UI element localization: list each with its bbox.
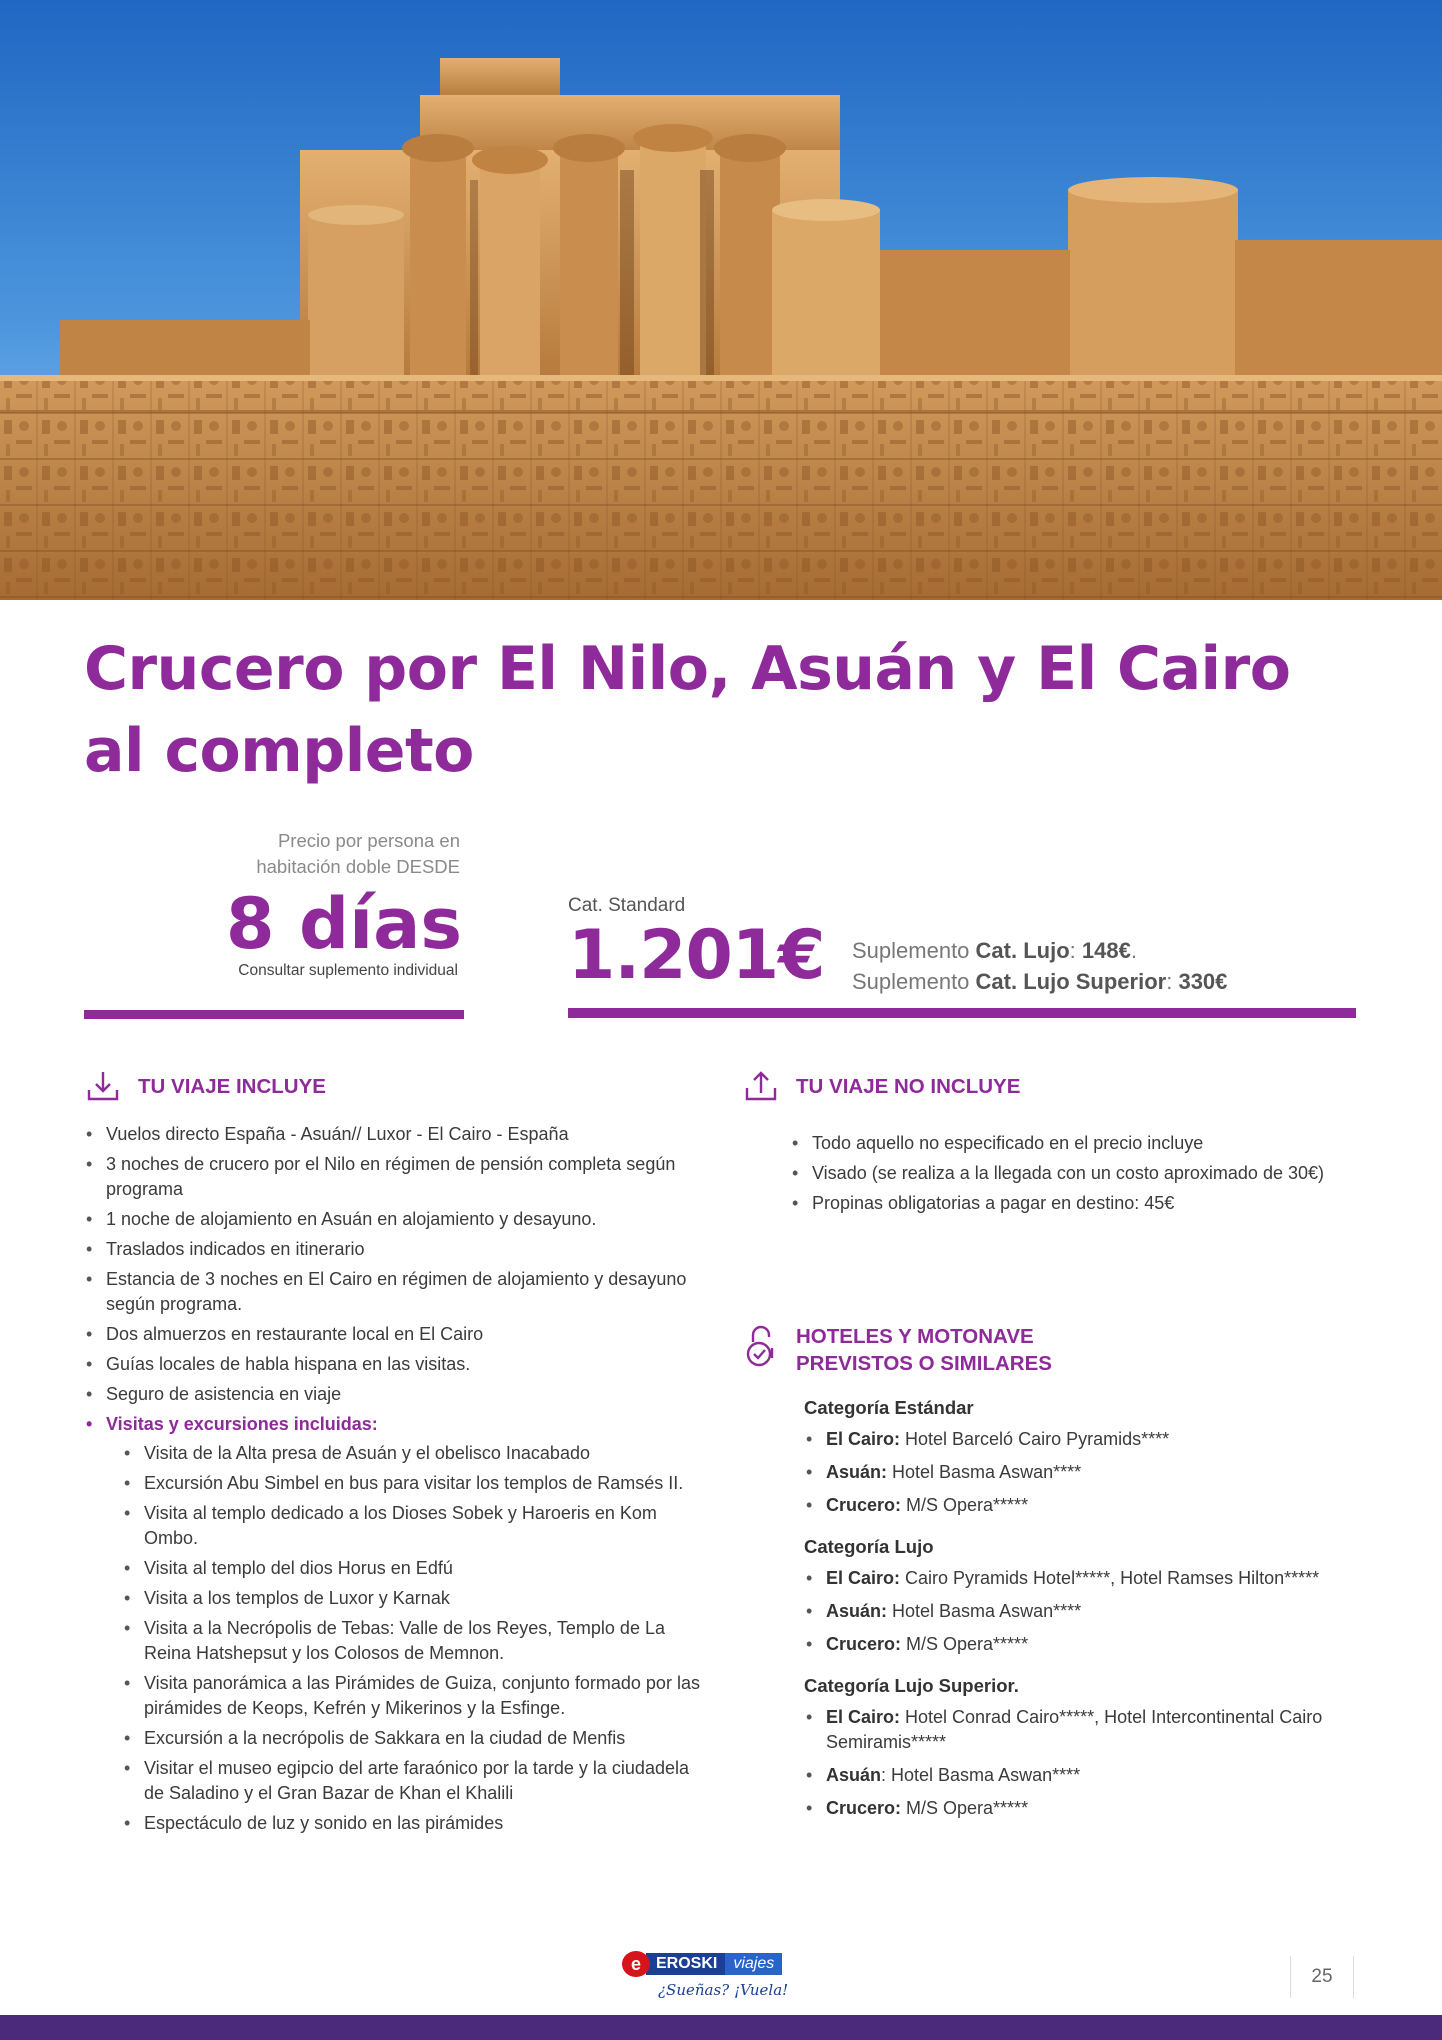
hotel-item: • El Cairo: Hotel Barceló Cairo Pyramids**** bbox=[804, 1427, 1344, 1452]
list-item: • Guías locales de habla hispana en las visitas. bbox=[84, 1352, 704, 1377]
price-caption: Precio por persona en habitación doble DESDE bbox=[256, 830, 460, 877]
list-item: • Espectáculo de luz y sonido en las pirámides bbox=[122, 1811, 704, 1836]
hero-photo bbox=[0, 0, 1442, 600]
page-title bbox=[84, 628, 1384, 792]
hotel-item: • Asuán: Hotel Basma Aswan**** bbox=[804, 1460, 1344, 1485]
eroski-viajes-logo bbox=[622, 1951, 822, 2011]
title-line-1: Crucero por El Nilo, Asuán y El Cairo bbox=[84, 634, 1291, 704]
list-item: • Excursión a la necrópolis de Sakkara en la ciudad de Menfis bbox=[122, 1726, 704, 1751]
excludes-heading: TU VIAJE NO INCLUYE bbox=[742, 1067, 1020, 1105]
list-item: • Dos almuerzos en restaurante local en El Cairo bbox=[84, 1322, 704, 1347]
list-item: • Todo aquello no especificado en el precio incluye bbox=[790, 1131, 1350, 1156]
visits-list bbox=[122, 1441, 704, 1836]
price-block bbox=[568, 895, 824, 993]
list-item: • Excursión Abu Simbel en bus para visitar los templos de Ramsés II. bbox=[122, 1471, 704, 1496]
hotels-list bbox=[804, 1397, 1344, 1829]
list-item: • Visita al templo del dios Horus en Edfú bbox=[122, 1556, 704, 1581]
list-item: • Estancia de 3 noches en El Cairo en régimen de alojamiento y desayuno según programa. bbox=[84, 1267, 704, 1317]
list-item: • 1 noche de alojamiento en Asuán en alojamiento y desayuno. bbox=[84, 1207, 704, 1232]
list-item: • Propinas obligatorias a pagar en destino: 45€ bbox=[790, 1191, 1350, 1216]
hotel-item: • Asuán: Hotel Basma Aswan**** bbox=[804, 1599, 1344, 1624]
hotel-category: Categoría Lujo bbox=[804, 1536, 934, 1557]
hotel-item: • Asuán: Hotel Basma Aswan**** bbox=[804, 1763, 1344, 1788]
list-item: • 3 noches de crucero por el Nilo en régimen de pensión completa según programa bbox=[84, 1152, 704, 1202]
list-item: • Traslados indicados en itinerario bbox=[84, 1237, 704, 1262]
upload-icon bbox=[742, 1067, 780, 1105]
divider-bar-right bbox=[568, 1008, 1356, 1018]
list-item: • Visitar el museo egipcio del arte faraónico por la tarde y la ciudadela de Saladino y el Gran Bazar de Khan el Khalili bbox=[122, 1756, 704, 1806]
hotel-item: • Crucero: M/S Opera***** bbox=[804, 1796, 1344, 1821]
hotel-item: • El Cairo: Hotel Conrad Cairo*****, Hotel Intercontinental Cairo Semiramis***** bbox=[804, 1705, 1344, 1755]
hotel-category: Categoría Estándar bbox=[804, 1397, 974, 1418]
bottom-band bbox=[0, 2015, 1442, 2040]
supplement-lujo-superior: Suplemento Cat. Lujo Superior: 330€ bbox=[852, 969, 1228, 994]
hotels-heading-line-2: PREVISTOS O SIMILARES bbox=[796, 1352, 1052, 1375]
list-item: • Visita a los templos de Luxor y Karnak bbox=[122, 1586, 704, 1611]
divider-bar-left bbox=[84, 1010, 464, 1019]
duration-block bbox=[84, 828, 464, 980]
includes-list bbox=[84, 1122, 704, 1841]
logo-tagline: ¿Sueñas? ¡Vuela! bbox=[658, 1981, 789, 1999]
title-line-2: al completo bbox=[84, 716, 474, 786]
hotel-category: Categoría Lujo Superior. bbox=[804, 1675, 1019, 1696]
hotel-item: • El Cairo: Cairo Pyramids Hotel*****, Hotel Ramses Hilton***** bbox=[804, 1566, 1344, 1591]
page-number: 25 bbox=[1290, 1956, 1354, 1998]
logo-e-icon: e bbox=[622, 1951, 650, 1977]
list-item: • Visita panorámica a las Pirámides de Guiza, conjunto formado por las pirámides de Keops, Kefrén y Mikerinos y la Esfinge. bbox=[122, 1671, 704, 1721]
carved-wall bbox=[0, 375, 1442, 600]
list-item: • Visita de la Alta presa de Asuán y el obelisco Inacabado bbox=[122, 1441, 704, 1466]
download-icon bbox=[84, 1067, 122, 1105]
hotel-item: • Crucero: M/S Opera***** bbox=[804, 1632, 1344, 1657]
visits-heading: • Visitas y excursiones incluidas: • Visita de la Alta presa de Asuán y el obelisco Inacabado • Excursión Abu Simbel en bus para visitar los templos de Ramsés II. • Visita al templo dedicado a los Dioses Sobek y Haroeris en Kom Ombo. • Visita al templo del dios Horus en Edfú • Visita a los templos de Luxor y Karnak • Visita a la Necrópolis de Tebas: Valle de los Reyes, Templo de La Reina Hatshepsut y los Colosos de Memnon. • Visita panorámica a las Pirámides de Guiza, conjunto formado por las pirámides de Keops, Kefrén y Mikerinos y la Esfinge. • Excursión a la necrópolis de Sakkara en la ciudad de Menfis • Visitar el museo egipcio del arte faraónico por la tarde y la ciudadela de Saladino y el Gran Bazar de Khan el Khalili • Espectáculo de luz y sonido en las pirámides bbox=[84, 1412, 704, 1836]
trip-duration: 8 días bbox=[225, 883, 462, 965]
hotels-heading-line-1: HOTELES Y MOTONAVE bbox=[796, 1325, 1034, 1348]
single-supplement-note: Consultar suplemento individual bbox=[238, 962, 458, 979]
temple-illustration bbox=[0, 0, 1442, 600]
supplements bbox=[852, 935, 1227, 997]
list-item: • Seguro de asistencia en viaje bbox=[84, 1382, 704, 1407]
logo-brand: EROSKI bbox=[646, 1953, 725, 1975]
logo-sub: viajes bbox=[725, 1953, 782, 1975]
hotel-item: • Crucero: M/S Opera***** bbox=[804, 1493, 1344, 1518]
hotels-heading bbox=[742, 1323, 1052, 1377]
list-item: • Vuelos directo España - Asuán// Luxor - El Cairo - España bbox=[84, 1122, 704, 1147]
excludes-list bbox=[790, 1131, 1350, 1221]
lock-check-icon bbox=[742, 1327, 780, 1365]
list-item: • Visita a la Necrópolis de Tebas: Valle de los Reyes, Templo de La Reina Hatshepsut y los Colosos de Memnon. bbox=[122, 1616, 704, 1666]
supplement-lujo: Suplemento Cat. Lujo: 148€. bbox=[852, 938, 1137, 963]
price-category: Cat. Standard bbox=[568, 895, 686, 916]
includes-heading: TU VIAJE INCLUYE bbox=[84, 1067, 326, 1105]
list-item: • Visita al templo dedicado a los Dioses Sobek y Haroeris en Kom Ombo. bbox=[122, 1501, 704, 1551]
price-amount: 1.201€ bbox=[568, 916, 825, 995]
list-item: • Visado (se realiza a la llegada con un costo aproximado de 30€) bbox=[790, 1161, 1350, 1186]
